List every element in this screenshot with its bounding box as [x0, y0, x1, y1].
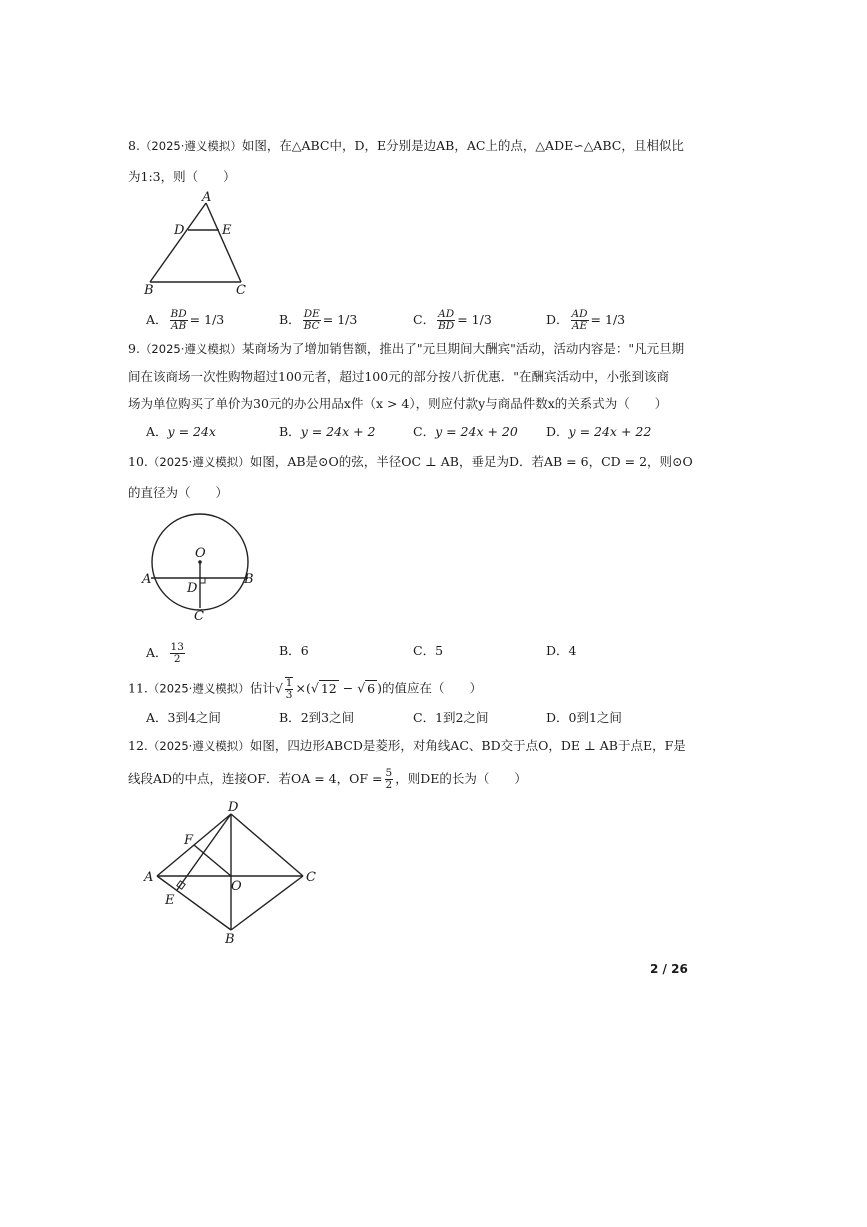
- q10-line2: 的直径为（ ）: [128, 485, 229, 500]
- fraction-numerator: AD: [438, 308, 455, 320]
- q11-minus: −: [342, 680, 354, 696]
- q11-line1: 11.（2025·遵义模拟）估计√ $\frac{1}{3}$ ×(√ 12 − √ 6 )的值应在（ ）: [128, 677, 483, 701]
- q12-label-B: B: [225, 932, 235, 947]
- fraction-denominator: BC: [303, 320, 320, 332]
- q12-text-2b: ，则DE的长为（ ）: [395, 771, 527, 786]
- q9-line3: 场为单位购买了单价为30元的办公用品x件（x > 4），则应付款y与商品件数x的关系式为（ ）: [128, 396, 668, 411]
- fraction-numerator: 5: [385, 767, 393, 779]
- q11-sqrt-6: √ 6: [357, 680, 376, 696]
- q10-option-a[interactable]: [146, 642, 187, 665]
- q9-source: （2025·遵义模拟）: [139, 342, 242, 356]
- q10-circle-figure: [140, 510, 265, 628]
- q9-text-1: 某商场为了增加销售额，推出了"元旦期间大酬宾"活动，活动内容是："凡元旦期: [241, 341, 685, 356]
- q11-sqrt-12: √ 12: [310, 680, 337, 696]
- q12-source: （2025·遵义模拟）: [147, 739, 250, 753]
- option-label: C．: [413, 710, 436, 725]
- q10-text-1: 如图，AB是⊙O的弦，半径OC ⊥ AB，垂足为D．若AB = 6，CD = 2，则⊙O: [249, 454, 693, 469]
- q11-prefix: 估计: [249, 680, 275, 696]
- q9-line1: [128, 340, 684, 358]
- option-label: C．: [413, 424, 436, 439]
- q8-line1: [128, 137, 684, 155]
- q10-option-a-fraction: [170, 642, 185, 665]
- page-number: 2 / 26: [650, 962, 688, 976]
- q10-label-D: D: [187, 581, 198, 596]
- q12-number: 12.: [128, 738, 148, 753]
- q10-source: （2025·遵义模拟）: [147, 455, 250, 469]
- option-text: 6: [300, 643, 309, 658]
- fraction-denominator: 3: [285, 689, 293, 701]
- q12-label-D: D: [228, 800, 239, 815]
- fraction-denominator: AB: [170, 320, 187, 332]
- q8-label-E: E: [222, 223, 232, 238]
- option-label: D．: [546, 643, 569, 658]
- q10-label-A: A: [142, 572, 152, 587]
- option-rhs: = 1/3: [189, 312, 225, 327]
- option-text: 5: [435, 643, 444, 658]
- q8-option-b[interactable]: [279, 309, 357, 332]
- option-label: D．: [546, 424, 569, 439]
- option-label: C．: [413, 643, 436, 658]
- q8-option-d[interactable]: [546, 309, 625, 332]
- q9-line2: 间在该商场一次性购物超过100元者，超过100元的部分按八折优惠．"在酬宾活动中，小张到该商: [128, 369, 669, 384]
- q10-number: 10.: [128, 454, 148, 469]
- q11-times: ×: [295, 680, 306, 696]
- option-label: A．: [146, 424, 168, 439]
- q11-option-c[interactable]: [413, 709, 488, 727]
- q12-text-1: 如图，四边形ABCD是菱形，对角线AC、BD交于点O，DE ⊥ AB于点E，F是: [249, 738, 686, 753]
- option-text: y = 24x + 2: [300, 424, 376, 439]
- q8-text-1: 如图，在△ABC中，D，E分别是边AB，AC上的点，△ADE∽△ABC，且相似比: [241, 138, 684, 153]
- q8-option-a[interactable]: [146, 309, 224, 332]
- q8-option-c-fraction: [437, 309, 455, 332]
- q11-number: 11.: [128, 680, 148, 696]
- q12-line1: [128, 737, 686, 755]
- fraction-denominator: 2: [173, 653, 181, 665]
- option-rhs: = 1/3: [457, 312, 492, 327]
- q8-label-C: C: [236, 283, 246, 298]
- radicand: 6: [367, 680, 376, 696]
- q9-number: 9.: [128, 341, 140, 356]
- option-text: 1到2之间: [435, 710, 489, 725]
- option-label: B．: [279, 312, 301, 327]
- q8-triangle-figure: [138, 190, 258, 300]
- q8-option-a-fraction: [170, 309, 188, 332]
- q12-line2: [128, 768, 527, 791]
- q8-option-c[interactable]: [413, 309, 492, 332]
- q8-label-A: A: [202, 190, 212, 205]
- q8-option-d-fraction: [571, 309, 589, 332]
- q12-label-E: E: [165, 893, 175, 908]
- q11-sqrt-fraction: √ $\frac{1}{3}$: [274, 677, 293, 701]
- q9-option-a[interactable]: [146, 423, 216, 441]
- fraction-denominator: 2: [385, 779, 393, 791]
- q10-label-C: C: [194, 609, 204, 624]
- option-label: D．: [546, 710, 569, 725]
- fraction-numerator: AD: [571, 308, 588, 320]
- option-label: A．: [146, 710, 168, 725]
- option-text: y = 24x + 20: [435, 424, 518, 439]
- q8-option-b-fraction: [303, 309, 321, 332]
- q12-label-O: O: [231, 879, 242, 894]
- q12-label-C: C: [306, 870, 316, 885]
- q11-source: （2025·遵义模拟）: [147, 681, 250, 696]
- fraction-denominator: BD: [438, 320, 455, 332]
- fraction-numerator: BD: [170, 308, 187, 320]
- q12-text-2a: 线段AD的中点，连接OF．若OA = 4，OF =: [128, 771, 383, 786]
- option-label: B．: [279, 643, 301, 658]
- q8-number: 8.: [128, 138, 140, 153]
- fraction-denominator: AE: [571, 320, 588, 332]
- fraction-numerator: DE: [303, 308, 320, 320]
- option-text: 3到4之间: [167, 710, 221, 725]
- q9-option-c[interactable]: [413, 423, 518, 441]
- option-label: A．: [146, 312, 168, 327]
- radicand: 12: [320, 680, 337, 696]
- q10-option-b[interactable]: [279, 642, 309, 660]
- option-label: D．: [546, 312, 569, 327]
- q9-option-b[interactable]: [279, 423, 376, 441]
- option-text: y = 24x + 22: [568, 424, 652, 439]
- option-text: y = 24x: [167, 424, 216, 439]
- q10-line1: [128, 453, 693, 471]
- option-rhs: = 1/3: [322, 312, 358, 327]
- option-rhs: = 1/3: [590, 312, 626, 327]
- option-label: B．: [279, 710, 301, 725]
- option-text: 0到1之间: [568, 710, 622, 725]
- option-label: C．: [413, 312, 436, 327]
- option-text: 4: [568, 643, 577, 658]
- q10-option-d[interactable]: [546, 642, 576, 660]
- fraction-numerator: 13: [170, 641, 184, 653]
- q11-option-d[interactable]: [546, 709, 622, 727]
- q11-option-a[interactable]: [146, 709, 221, 727]
- option-label: A．: [146, 645, 168, 660]
- fraction-numerator: 1: [285, 677, 293, 689]
- q11-option-b[interactable]: [279, 709, 354, 727]
- option-label: B．: [279, 424, 301, 439]
- q12-rhombus-figure: [140, 800, 325, 950]
- option-text: 2到3之间: [300, 710, 355, 725]
- q12-label-A: A: [144, 870, 154, 885]
- q8-label-D: D: [174, 223, 185, 238]
- q10-label-O: O: [195, 546, 206, 561]
- q11-suffix: 的值应在（ ）: [382, 680, 483, 696]
- q12-of-fraction: [385, 768, 394, 791]
- q10-label-B: B: [244, 572, 254, 587]
- q8-label-B: B: [144, 283, 154, 298]
- q12-label-F: F: [184, 833, 194, 848]
- q9-option-d[interactable]: [546, 423, 651, 441]
- q10-option-c[interactable]: [413, 642, 443, 660]
- q8-source: （2025·遵义模拟）: [139, 139, 242, 153]
- q8-line2: 为1:3，则（ ）: [128, 169, 236, 184]
